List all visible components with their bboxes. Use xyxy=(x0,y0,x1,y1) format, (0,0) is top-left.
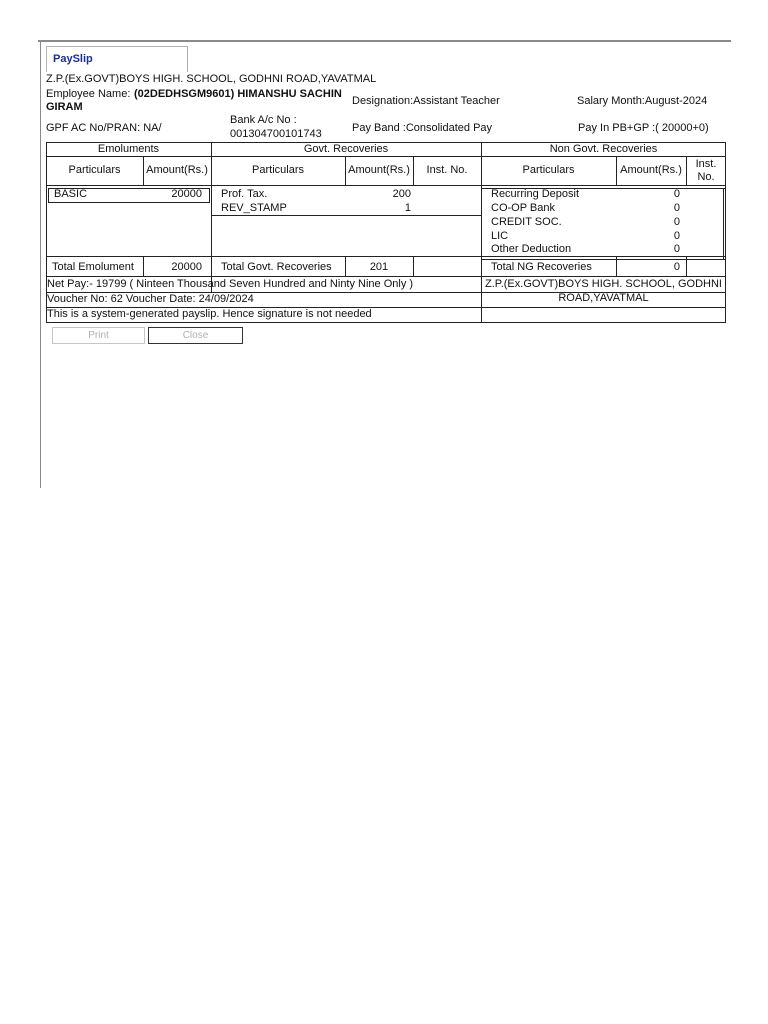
window-top-border xyxy=(38,40,731,42)
total-ng-recoveries-label: Total NG Recoveries xyxy=(491,261,592,273)
table-row-particular: Prof. Tax. xyxy=(221,188,268,200)
col-inst-no: Inst. xyxy=(695,158,717,170)
total-emolument-label: Total Emolument xyxy=(52,261,134,273)
school-address-line2: ROAD,YAVATMAL xyxy=(558,292,649,304)
table-row-particular: LIC xyxy=(491,230,509,242)
table-row-particular: Other Deduction xyxy=(491,243,572,255)
window-left-border xyxy=(40,42,41,488)
col-particulars: Particulars xyxy=(252,164,304,176)
col-amount: Amount(Rs.) xyxy=(620,164,682,176)
table-row-amount: 200 xyxy=(392,188,411,200)
total-emolument-value: 20000 xyxy=(171,261,202,273)
net-pay: Net Pay:- 19799 ( Ninteen Thousand Seven Hundred and Ninty Nine Only ) xyxy=(47,278,414,290)
col-particulars: Particulars xyxy=(522,164,575,176)
table-row-amount: 0 xyxy=(673,230,680,242)
total-govt-recoveries-value: 201 xyxy=(369,261,389,273)
print-button[interactable]: Print xyxy=(52,327,145,344)
total-govt-recoveries-label: Total Govt. Recoveries xyxy=(221,261,332,273)
table-row-particular: REV_STAMP xyxy=(221,202,287,214)
bank-account-label: Bank A/c No : xyxy=(230,114,297,126)
col-amount: Amount(Rs.) xyxy=(348,164,410,176)
section-govt-recoveries: Govt. Recoveries xyxy=(303,143,389,155)
table-row-amount: 0 xyxy=(673,188,680,200)
salary-table xyxy=(46,142,726,322)
col-inst-no: No. xyxy=(697,171,715,183)
bank-account-number: 001304700101743 xyxy=(230,128,322,140)
salary-month: Salary Month:August-2024 xyxy=(577,95,708,107)
close-button[interactable]: Close xyxy=(148,327,243,344)
employee-name: (02DEDHSGM9601) HIMANSHU SACHIN xyxy=(134,88,342,100)
col-amount: Amount(Rs.) xyxy=(146,164,208,176)
total-ng-recoveries-value: 0 xyxy=(673,261,680,273)
table-row-amount: 0 xyxy=(673,243,680,255)
col-particulars: Particulars xyxy=(68,164,121,176)
school-address-line1: Z.P.(Ex.GOVT)BOYS HIGH. SCHOOL, GODHNI xyxy=(485,278,722,290)
pay-in-pb-gp: Pay In PB+GP :( 20000+0) xyxy=(578,122,709,134)
table-row-particular: CO-OP Bank xyxy=(491,202,555,214)
section-emoluments: Emoluments xyxy=(97,143,160,155)
section-nongovt-recoveries: Non Govt. Recoveries xyxy=(549,143,658,155)
employee-name-cont: GIRAM xyxy=(46,101,83,113)
table-row-particular: CREDIT SOC. xyxy=(491,216,562,228)
tab-payslip[interactable]: PaySlip xyxy=(46,46,188,72)
gpf-account: GPF AC No/PRAN: NA/ xyxy=(46,122,162,134)
table-row-amount: 0 xyxy=(673,216,680,228)
employee-name-label: Employee Name: xyxy=(46,88,131,100)
pay-band: Pay Band :Consolidated Pay xyxy=(352,122,493,134)
col-inst-no: Inst. No. xyxy=(426,164,468,176)
table-row-amount: 1 xyxy=(404,202,411,214)
table-row-amount: 0 xyxy=(673,202,680,214)
table-row-particular: Recurring Deposit xyxy=(491,188,580,200)
system-generated-note: This is a system-generated payslip. Hence signature is not needed xyxy=(47,308,372,320)
designation: Designation:Assistant Teacher xyxy=(352,95,500,107)
table-row-amount: 20000 xyxy=(171,188,202,200)
school-name: Z.P.(Ex.GOVT)BOYS HIGH. SCHOOL, GODHNI ROAD,YAVATMAL xyxy=(46,73,377,85)
table-row-particular: BASIC xyxy=(54,188,88,200)
voucher-info: Voucher No: 62 Voucher Date: 24/09/2024 xyxy=(47,293,254,305)
